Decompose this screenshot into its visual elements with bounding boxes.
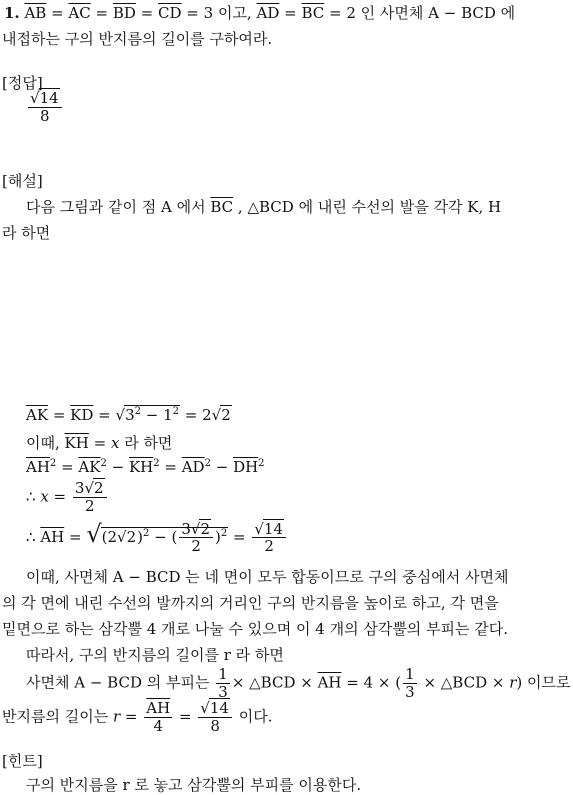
problem-condition: $\overline{AB} = \overline{AC} = \overline{BD} = \overline{CD} = 3$ [24, 4, 218, 22]
equation-ah-squared: $\overline{AH}^2 = \overline{AK}^2 - \overline{KH}^2 = \overline{AD}^2 - \overline{DH}^2$ [26, 458, 265, 476]
problem-condition-2: $\overline{AD} = \overline{BC} = 2$ [256, 4, 361, 22]
equation-x: ∴ x = $\frac{3√2}{2}$ [26, 480, 109, 515]
explanation-text-a: 다음 그림과 같이 점 A 에서 [26, 198, 206, 216]
hint-text: 구의 반지름을 r 로 놓고 삼각뿔의 부피를 이용한다. [26, 776, 362, 794]
problem-line-1 [4, 2, 515, 23]
explanation-heading: [해설] [2, 172, 43, 190]
para1-line2: 의 각 면에 내린 수선의 발까지의 거리인 구의 반지름을 높이로 하고, 각 면을 [2, 594, 499, 612]
eq-hint-tail: 라 하면 [124, 434, 173, 452]
eq-hint-text: 이때, [26, 434, 60, 452]
problem-text-a: 이고, [217, 4, 252, 22]
hint-heading: [힌트] [2, 752, 43, 770]
figure-placeholder [0, 250, 573, 400]
explanation-line-1 [26, 196, 501, 217]
explanation-text-b: , △BCD 에 내린 수선의 발을 각각 K, H [237, 198, 502, 216]
para3-text-a: 사면체 A − BCD 의 부피는 [26, 673, 210, 692]
problem-number: 1. [4, 4, 20, 22]
problem-text-b: 인 사면체 A − BCD 에 [360, 4, 516, 22]
segment-bc: $\overline{BC}$ [210, 198, 234, 216]
para4: 반지름의 길이는 r = $\frac{\overline{AH}}{4}$ = $\frac{√14}{8}$ 이다. [2, 699, 273, 735]
answer-numerator: 14 [39, 89, 59, 107]
equation-ak: $\overline{AK} = \overline{KD} = √3^2 - 1^2 = 2√2$ [26, 406, 231, 424]
answer-denominator: 8 [40, 106, 50, 125]
para1-line3: 밑면으로 하는 삼각뿔 4 개로 나눌 수 있으며 이 4 개의 삼각뿔의 부피는 같다. [2, 620, 509, 638]
para4-text-a: 반지름의 길이는 [2, 707, 109, 726]
answer-fraction: $\frac{√14}{8}$ [28, 90, 62, 125]
para3: 사면체 A − BCD 의 부피는 $\frac{1}{3}$ × △BCD × $\overline{AH} = 4$ × ( $\frac{1}{3}$ × △BCD × r) 이므로 [26, 665, 571, 701]
problem-line-2: 내접하는 구의 반지름의 길이를 구하여라. [2, 30, 273, 48]
para1-line1: 이때, 사면체 A − BCD 는 네 면이 모두 합동이므로 구의 중심에서 사면체 [26, 568, 509, 586]
equation-ah: ∴ $\overline{AH} = √(2√2)^2$ − ( $\frac{3√2}{2}$ )$^2$ = $\frac{√14}{2}$ [26, 520, 288, 555]
answer-heading: [정답] [2, 74, 43, 92]
explanation-line-2: 라 하면 [2, 224, 51, 242]
answer-value [26, 90, 64, 125]
para4-text-b: 이다. [238, 707, 273, 726]
para3-text-b: 이므로 [527, 673, 571, 692]
para2: 따라서, 구의 반지름의 길이를 r 라 하면 [26, 646, 284, 664]
equation-kh: 이때, $\overline{KH} = x$ 라 하면 [26, 434, 173, 452]
